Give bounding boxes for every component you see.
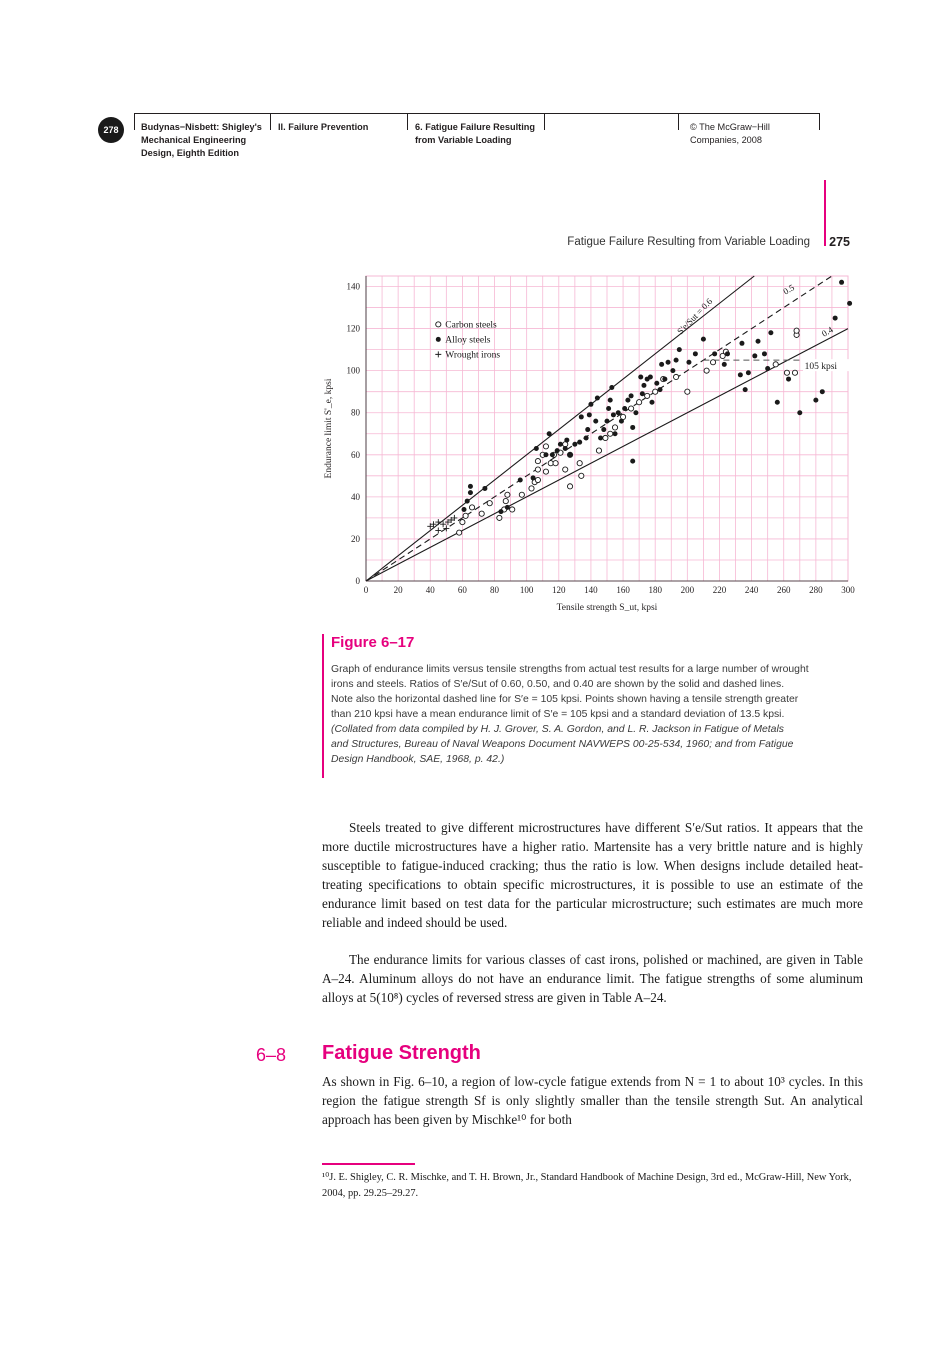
data-point-alloy-steel (640, 391, 645, 396)
header-part: II. Failure Prevention (278, 122, 369, 132)
x-tick-label: 60 (457, 585, 467, 595)
data-point-alloy-steel (543, 452, 548, 457)
chart-axes (324, 276, 855, 613)
footnote: ¹⁰J. E. Shigley, C. R. Mischke, and T. H. Brown, Jr., Standard Handbook of Machine Design, 3rd ed., McGraw-Hill, New York, 2004, pp. 29.25–29.27. (322, 1172, 852, 1199)
data-point-alloy-steel (547, 431, 552, 436)
data-point-alloy-steel (743, 387, 748, 392)
chart-legend (435, 320, 500, 360)
header-tick (270, 113, 271, 130)
page-badge: 278 (98, 117, 124, 143)
data-point-carbon-steel (529, 486, 534, 491)
data-point-carbon-steel (637, 400, 642, 405)
data-point-carbon-steel (577, 461, 582, 466)
data-point-alloy-steel (564, 438, 569, 443)
data-point-alloy-steel (608, 398, 613, 403)
data-point-alloy-steel (462, 507, 467, 512)
data-point-carbon-steel (503, 498, 508, 503)
data-point-alloy-steel (465, 499, 470, 504)
data-point-alloy-steel (611, 412, 616, 417)
data-point-carbon-steel (563, 467, 568, 472)
header-tick (544, 113, 545, 130)
header-tick (678, 113, 679, 130)
data-point-alloy-steel (587, 412, 592, 417)
x-tick-label: 280 (809, 585, 823, 595)
x-tick-label: 120 (552, 585, 566, 595)
y-tick-label: 60 (351, 449, 360, 460)
caption-line: and Structures, Bureau of Naval Weapons Document NAVWEPS 00-25-534, 1960; and from Fatigue (331, 739, 794, 750)
caption-line: Note also the horizontal dashed line for S′e = 105 kpsi. Points shown having a tensile strength greater (331, 694, 799, 705)
data-point-alloy-steel (598, 435, 603, 440)
data-point-carbon-steel (596, 448, 601, 453)
figure-caption-block (322, 634, 862, 767)
data-point-alloy-steel (606, 406, 611, 411)
x-tick-label: 240 (744, 585, 759, 595)
data-point-carbon-steel (535, 477, 540, 482)
data-point-carbon-steel (704, 368, 709, 373)
data-point-alloy-steel (616, 410, 621, 415)
header-chapter (415, 121, 535, 147)
caption-line: (Collated from data compiled by H. J. Grover, S. A. Gordon, and L. R. Jackson in Fatigue of Metals (331, 724, 784, 735)
page-number: 275 (829, 235, 850, 249)
data-point-carbon-steel (553, 461, 558, 466)
data-point-alloy-steel (468, 490, 473, 495)
data-point-alloy-steel (797, 410, 802, 415)
x-tick-label: 0 (363, 585, 369, 595)
data-point-carbon-steel (710, 360, 715, 365)
data-point-alloy-steel (619, 419, 624, 424)
data-point-alloy-steel (693, 351, 698, 356)
data-point-alloy-steel (593, 419, 598, 424)
header-copyright (690, 121, 770, 147)
running-header (98, 113, 820, 173)
x-tick-label: 40 (425, 585, 435, 595)
data-point-alloy-steel (659, 362, 664, 367)
data-point-carbon-steel (794, 328, 799, 333)
legend-label: Wrought irons (445, 350, 501, 361)
data-point-carbon-steel (645, 393, 650, 398)
data-point-alloy-steel (641, 383, 646, 388)
data-point-alloy-steel (468, 484, 473, 489)
data-point-carbon-steel (603, 435, 608, 440)
body-paragraph: The endurance limits for various classes of cast irons, polished or machined, are given in Table A–24. Aluminum alloys do not have an endurance limit. The fatigue strengths of some aluminum alloys at 5(10⁸) cycles of reversed stress are given in Table A–24. (322, 952, 863, 1005)
data-point-carbon-steel (457, 530, 462, 535)
data-point-carbon-steel (784, 370, 789, 375)
data-point-alloy-steel (739, 341, 744, 346)
data-point-wrought-iron (443, 525, 449, 531)
data-point-carbon-steel (673, 374, 678, 379)
data-point-carbon-steel (479, 511, 484, 516)
running-head (545, 236, 850, 254)
legend-label: Alloy steels (445, 335, 491, 346)
data-point-alloy-steel (756, 339, 761, 344)
y-tick-label: 0 (355, 576, 360, 586)
figure-chart (310, 268, 870, 618)
reference-line-label: S'e/Sut = 0.6 (675, 296, 715, 337)
data-point-alloy-steel (725, 351, 730, 356)
data-point-alloy-steel (595, 396, 600, 401)
reference-line-label: 0.4 (819, 324, 835, 339)
x-tick-label: 100 (519, 585, 534, 595)
reference-line (366, 276, 832, 581)
footnote-rule (322, 1163, 415, 1165)
body-paragraph: As shown in Fig. 6–10, a region of low-cycle fatigue extends from N = 1 to about 10³ cycles. In this region the fatigue strength Sf is only slightly smaller than the tensile strength Sut. An analytical approach has been given by Mischke¹⁰ for both (322, 1074, 863, 1127)
data-point-alloy-steel (625, 398, 630, 403)
data-point-alloy-steel (613, 431, 618, 436)
data-point-carbon-steel (487, 501, 492, 506)
x-tick-label: 200 (680, 585, 695, 595)
data-point-alloy-steel (677, 347, 682, 352)
reference-line-label: 0.5 (781, 282, 797, 297)
data-point-alloy-steel (701, 337, 706, 342)
data-point-alloy-steel (534, 446, 539, 451)
data-point-alloy-steel (666, 360, 671, 365)
data-point-carbon-steel (567, 484, 572, 489)
header-book (141, 121, 262, 160)
y-tick-label: 20 (351, 533, 360, 544)
header-copyright-line: Companies, 2008 (690, 135, 763, 145)
figure-label: Figure 6–17 (331, 634, 415, 651)
data-point-alloy-steel (605, 419, 610, 424)
figure-caption (331, 662, 862, 767)
data-point-carbon-steel (792, 370, 797, 375)
x-tick-label: 300 (841, 585, 855, 595)
data-point-alloy-steel (585, 427, 590, 432)
data-point-carbon-steel (629, 406, 634, 411)
data-point-alloy-steel (568, 452, 573, 457)
data-point-carbon-steel (773, 362, 778, 367)
header-tick (819, 113, 820, 130)
chart-svg (310, 268, 870, 618)
data-point-alloy-steel (847, 301, 852, 306)
data-point-wrought-iron (435, 528, 441, 534)
data-point-alloy-steel (722, 362, 727, 367)
header-chapter-line: 6. Fatigue Failure Resulting (415, 122, 535, 132)
data-point-alloy-steel (633, 410, 638, 415)
data-point-alloy-steel (813, 398, 818, 403)
x-tick-label: 220 (712, 585, 727, 595)
data-point-alloy-steel (786, 377, 791, 382)
data-point-alloy-steel (820, 389, 825, 394)
y-axis-label: Endurance limit S'_e, kpsi (324, 378, 334, 479)
data-point-carbon-steel (535, 459, 540, 464)
header-rule (134, 113, 820, 114)
caption-line: than 210 kpsi have a mean endurance limit of S′e = 105 kpsi and a standard deviation of 13.5 kpsi. (331, 709, 785, 720)
body-paragraph: Steels treated to give different microstructures have different S′e/Sut ratios. It appears that the more ductile microstructures have a higher ratio. Martensite has a very brittle nature and is highly susceptible to fatigue-induced cracking; thus the ratio is low. When designs include detailed heat-treating specifications to obtain specific microstructures, it is possible to use an estimate of the endurance limit based on test data for the particular microstructure; such estimates are much more reliable and indeed should be used. (322, 820, 863, 930)
y-tick-label: 40 (351, 491, 360, 502)
reference-line-label: 105 kpsi (804, 362, 838, 373)
data-point-carbon-steel (519, 492, 524, 497)
data-point-alloy-steel (630, 459, 635, 464)
data-point-alloy-steel (609, 385, 614, 390)
data-point-alloy-steel (579, 414, 584, 419)
data-point-carbon-steel (543, 469, 548, 474)
y-tick-label: 140 (346, 281, 360, 292)
y-tick-label: 80 (351, 407, 360, 418)
data-point-alloy-steel (765, 366, 770, 371)
x-tick-label: 160 (616, 585, 630, 595)
caption-line: Graph of endurance limits versus tensile strengths from actual test results for a large number of wrought (331, 664, 809, 675)
data-point-alloy-steel (588, 402, 593, 407)
section-number: 6–8 (256, 1045, 287, 1065)
y-tick-label: 120 (346, 323, 360, 334)
data-point-alloy-steel (738, 372, 743, 377)
data-point-alloy-steel (752, 353, 757, 358)
data-point-carbon-steel (685, 389, 690, 394)
data-point-alloy-steel (649, 400, 654, 405)
data-point-alloy-steel (648, 374, 653, 379)
data-point-alloy-steel (622, 406, 627, 411)
data-point-alloy-steel (686, 360, 691, 365)
data-point-alloy-steel (584, 435, 589, 440)
data-point-alloy-steel (768, 330, 773, 335)
data-point-alloy-steel (762, 351, 767, 356)
x-tick-label: 180 (648, 585, 662, 595)
data-point-alloy-steel (572, 442, 577, 447)
data-point-alloy-steel (630, 425, 635, 430)
data-point-carbon-steel (653, 389, 658, 394)
legend-marker-wrought-iron (435, 351, 441, 357)
caption-line: irons and steels. Ratios of S′e/Sut of 0.60, 0.50, and 0.40 are shown by the solid and dashed lines. (331, 679, 785, 690)
header-tick (407, 113, 408, 130)
data-point-alloy-steel (629, 393, 634, 398)
header-book-line: Design, Eighth Edition (141, 148, 239, 158)
header-tick (134, 113, 135, 130)
header-chapter-line: from Variable Loading (415, 135, 512, 145)
data-point-carbon-steel (505, 492, 510, 497)
data-point-carbon-steel (497, 515, 502, 520)
header-book-line: Mechanical Engineering (141, 135, 247, 145)
data-point-alloy-steel (482, 486, 487, 491)
x-axis-label: Tensile strength S_ut, kpsi (556, 603, 658, 613)
data-point-alloy-steel (674, 358, 679, 363)
x-tick-label: 80 (490, 585, 500, 595)
data-point-alloy-steel (558, 442, 563, 447)
data-point-carbon-steel (543, 444, 548, 449)
data-point-carbon-steel (463, 513, 468, 518)
running-head-title: Fatigue Failure Resulting from Variable Loading (567, 236, 810, 248)
data-point-alloy-steel (505, 505, 510, 510)
legend-label: Carbon steels (445, 320, 497, 331)
data-point-carbon-steel (510, 507, 515, 512)
header-copyright-line: © The McGraw−Hill (690, 122, 770, 132)
data-point-alloy-steel (577, 440, 582, 445)
data-point-carbon-steel (579, 473, 584, 478)
data-point-alloy-steel (638, 374, 643, 379)
data-point-alloy-steel (601, 427, 606, 432)
data-point-alloy-steel (658, 387, 663, 392)
section-title: Fatigue Strength (322, 1042, 481, 1064)
data-point-alloy-steel (712, 351, 717, 356)
x-tick-label: 260 (776, 585, 791, 595)
data-point-carbon-steel (469, 505, 474, 510)
header-book-line: Budynas−Nisbett: Shigley's (141, 122, 262, 132)
data-point-carbon-steel (612, 425, 617, 430)
x-tick-label: 20 (393, 585, 403, 595)
data-point-alloy-steel (550, 452, 555, 457)
data-point-alloy-steel (746, 370, 751, 375)
data-point-alloy-steel (662, 377, 667, 382)
legend-marker-carbon-steel (436, 322, 441, 327)
data-point-alloy-steel (839, 280, 844, 285)
data-point-carbon-steel (608, 431, 613, 436)
data-point-alloy-steel (670, 368, 675, 373)
caption-line: Design Handbook, SAE, 1968, p. 42.) (331, 754, 505, 765)
data-point-carbon-steel (535, 467, 540, 472)
data-point-alloy-steel (518, 478, 523, 483)
y-tick-label: 100 (346, 365, 360, 376)
data-point-carbon-steel (460, 520, 465, 525)
data-point-alloy-steel (531, 475, 536, 480)
data-point-alloy-steel (775, 400, 780, 405)
data-point-alloy-steel (563, 446, 568, 451)
x-tick-label: 140 (584, 585, 598, 595)
data-point-alloy-steel (555, 448, 560, 453)
legend-marker-alloy-steel (436, 337, 441, 342)
data-point-alloy-steel (654, 381, 659, 386)
data-point-alloy-steel (498, 509, 503, 514)
data-point-alloy-steel (833, 316, 838, 321)
